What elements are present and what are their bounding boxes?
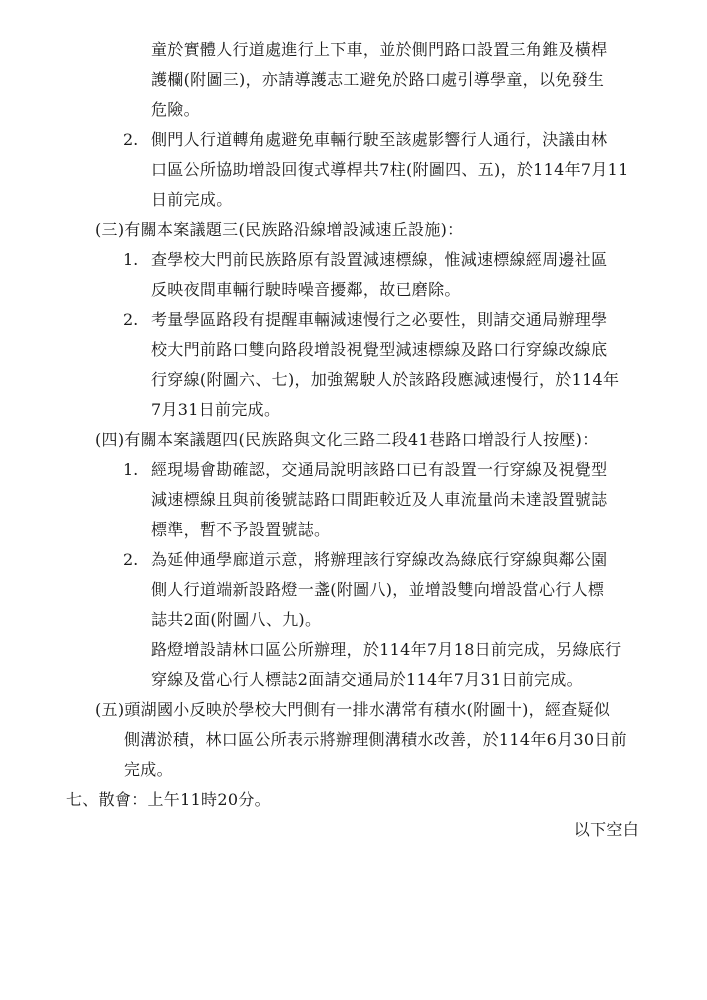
text-line: 7月31日前完成。 <box>151 400 281 419</box>
text-line: 側溝淤積，林口區公所表示將辦理側溝積水改善，於114年6月30日前 <box>124 730 627 749</box>
item-number: 2. <box>123 310 139 329</box>
text-line: 反映夜間車輛行駛時噪音擾鄰，故已磨除。 <box>151 280 461 299</box>
section-heading: (五)頭湖國小反映於學校大門側有一排水溝常有積水(附圖十)，經查疑似 <box>95 700 611 719</box>
section-heading: (三)有關本案議題三(民族路沿線增設減速丘設施)： <box>95 220 464 239</box>
text-line: 誌共2面(附圖八、九)。 <box>151 610 322 629</box>
item-number: 2. <box>123 130 139 149</box>
text-line: 日前完成。 <box>151 190 233 209</box>
section-heading: (四)有關本案議題四(民族路與文化三路二段41巷路口增設行人按壓)： <box>95 430 599 449</box>
text-line: 考量學區路段有提醒車輛減速慢行之必要性，則請交通局辦理學 <box>151 310 608 329</box>
text-line: 經現場會勘確認，交通局說明該路口已有設置一行穿線及視覺型 <box>151 460 608 479</box>
text-line: 路燈增設請林口區公所辦理，於114年7月18日前完成，另綠底行 <box>151 640 622 659</box>
item-number: 2. <box>123 550 139 569</box>
item-number: 1. <box>123 460 139 479</box>
item-number: 1. <box>123 250 139 269</box>
text-line: 為延伸通學廊道示意，將辦理該行穿線改為綠底行穿線與鄰公園 <box>151 550 608 569</box>
text-line: 標準，暫不予設置號誌。 <box>151 520 331 539</box>
text-line: 行穿線(附圖六、七)，加強駕駛人於該路段應減速慢行，於114年 <box>151 370 620 389</box>
text-line: 童於實體人行道處進行上下車，並於側門路口設置三角錐及橫桿 <box>151 40 608 59</box>
text-line: 護欄(附圖三)，亦請導護志工避免於路口處引導學童，以免發生 <box>151 70 605 89</box>
text-line: 查學校大門前民族路原有設置減速標線，惟減速標線經周邊社區 <box>151 250 608 269</box>
text-line: 側人行道端新設路燈一盞(附圖八)，並增設雙向增設當心行人標 <box>151 580 605 599</box>
text-line: 危險。 <box>151 100 200 119</box>
text-line: 校大門前路口雙向路段增設視覺型減速標線及路口行穿線改線底 <box>151 340 608 359</box>
text-line: 口區公所協助增設回復式導桿共7柱(附圖四、五)，於114年7月11 <box>151 160 629 179</box>
text-line: 穿線及當心行人標誌2面請交通局於114年7月31日前完成。 <box>151 670 583 689</box>
text-line: 減速標線且與前後號誌路口間距較近及人車流量尚未達設置號誌 <box>151 490 608 509</box>
end-note: 以下空白 <box>573 820 639 839</box>
text-line: 側門人行道轉角處避免車輛行駛至該處影響行人通行，決議由林 <box>151 130 608 149</box>
text-line: 完成。 <box>124 760 173 779</box>
adjourn-line: 七、散會：上午11時20分。 <box>66 790 271 809</box>
